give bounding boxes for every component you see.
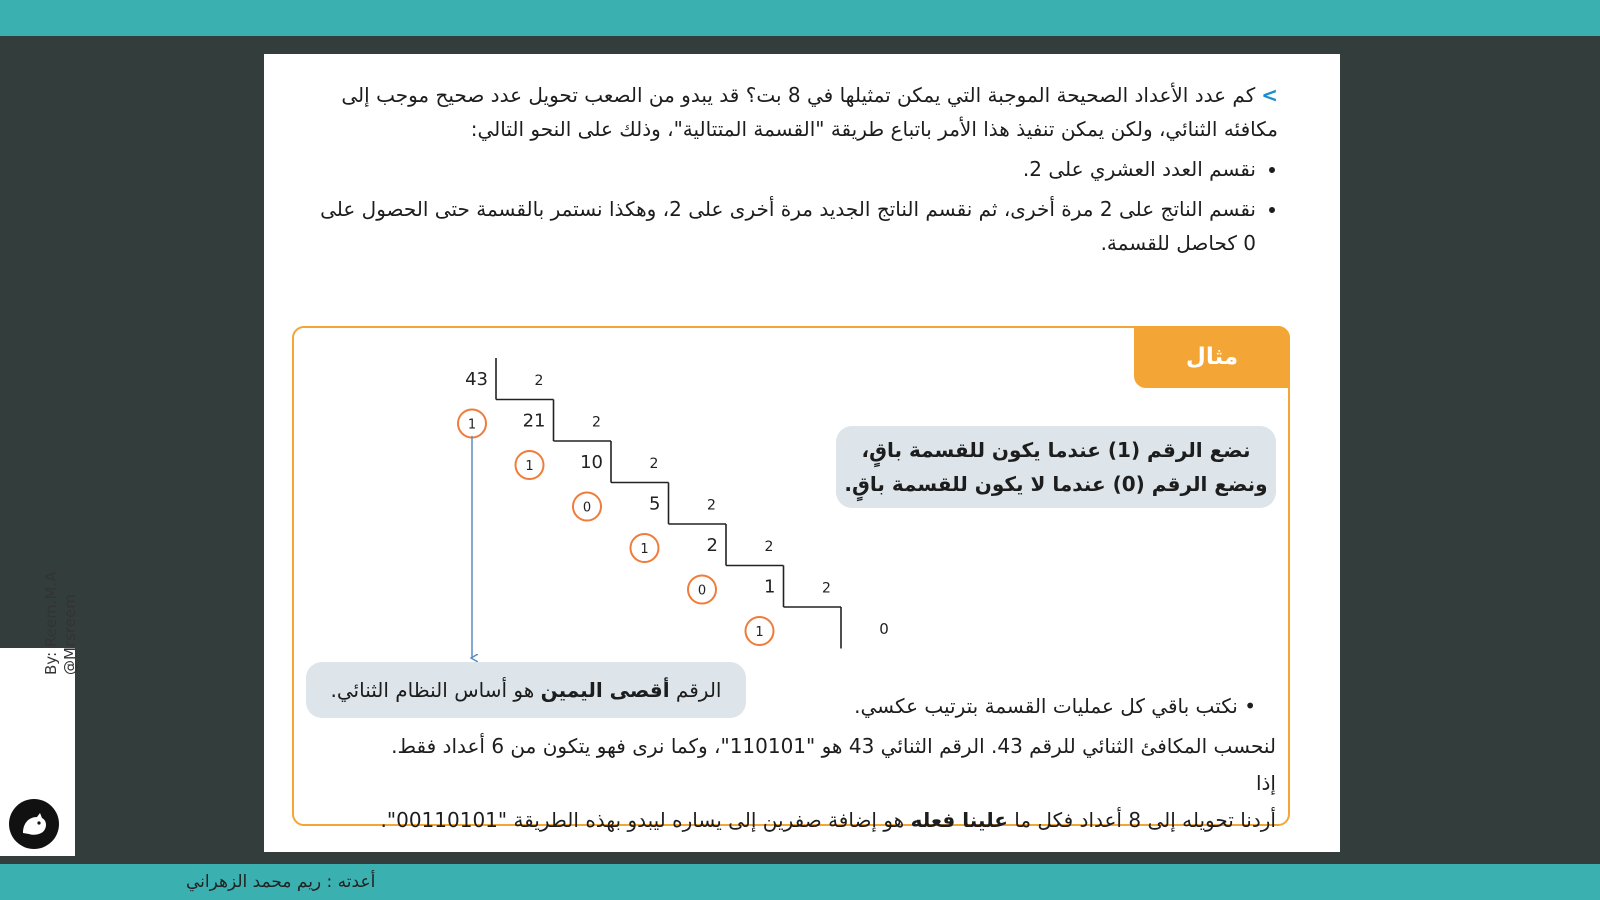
side-credit-line: @Mrsreem <box>61 594 79 675</box>
dividend-label: 1 <box>764 576 776 598</box>
rightmost-note <box>306 662 746 718</box>
divisor-label: 2 <box>764 539 774 555</box>
slide <box>264 54 1340 852</box>
summary-line: أردنا تحويله إلى 8 أعداد فكل ما علينا فعله هو إضافة صفرين إلى يساره ليبدو بهذه الطريقة "00110101". <box>380 808 1276 832</box>
dividend-label: 10 <box>580 452 603 473</box>
dividend-label: 21 <box>522 410 546 432</box>
side-credit-line: By: Reem.M.A <box>42 571 60 675</box>
remainder-label: 1 <box>525 459 534 474</box>
chevron-icon: > <box>1261 83 1278 107</box>
rule-line: نضع الرقم (1) عندما يكون للقسمة باقٍ، <box>861 438 1251 462</box>
dividend-label: 5 <box>649 493 661 515</box>
summary-line: لنحسب المكافئ الثنائي للرقم 43. الرقم الثنائي 43 هو "110101"، وكما نرى فهو يتكون من 6 أعداد فقط. إذا <box>391 734 1276 795</box>
top-bar <box>0 0 1600 36</box>
dividend-label: 2 <box>706 535 718 556</box>
rule-line: ونضع الرقم (0) عندما لا يكون للقسمة باقٍ. <box>844 472 1268 496</box>
divisor-label: 2 <box>822 580 831 597</box>
footer-credit: أعدته : ريم محمد الزهراني <box>186 872 376 892</box>
step-item: • نقسم الناتج على 2 مرة أخرى، ثم نقسم الناتج الجديد مرة أخرى على 2، وهكذا نستمر بالقسمة حتى الحصول على 0 كحاصل للقسمة. <box>318 192 1256 260</box>
reverse-bullet: • نكتب باقي كل عمليات القسمة بترتيب عكسي. <box>854 694 1256 718</box>
side-credit <box>42 572 80 675</box>
dividend-label: 43 <box>465 369 488 390</box>
intro-text: كم عدد الأعداد الصحيحة الموجبة التي يمكن تمثيلها في 8 بت؟ قد يبدو من الصعب تحويل عدد صحيح موجب إلى مكافئه الثنائي، ولكن يمكن تنفيذ هذا الأمر باتباع طريقة "القسمة المتتالية"، وذلك على النحو التالي: <box>341 83 1278 141</box>
intro-paragraph <box>318 78 1278 146</box>
example-box <box>292 326 1290 832</box>
remainder-label: 0 <box>697 583 707 599</box>
divisor-label: 2 <box>592 414 601 431</box>
final-quotient-label: 0 <box>879 620 889 638</box>
divisor-label: 2 <box>534 373 544 389</box>
cat-logo-icon <box>9 799 59 849</box>
rightmost-note-text: الرقم أقصى اليمين هو أساس النظام الثنائي. <box>330 678 722 702</box>
remainder-label: 1 <box>467 417 477 433</box>
steps-list <box>318 152 1278 260</box>
intro-section <box>318 78 1278 260</box>
remainder-label: 0 <box>582 500 592 516</box>
step-item: • نقسم العدد العشري على 2. <box>318 152 1256 186</box>
divisor-label: 2 <box>649 456 659 472</box>
divisor-label: 2 <box>707 497 716 514</box>
summary <box>376 728 1276 839</box>
example-tab: مثال <box>1134 326 1290 388</box>
remainder-label: 1 <box>755 625 764 640</box>
remainder-label: 1 <box>640 542 649 557</box>
